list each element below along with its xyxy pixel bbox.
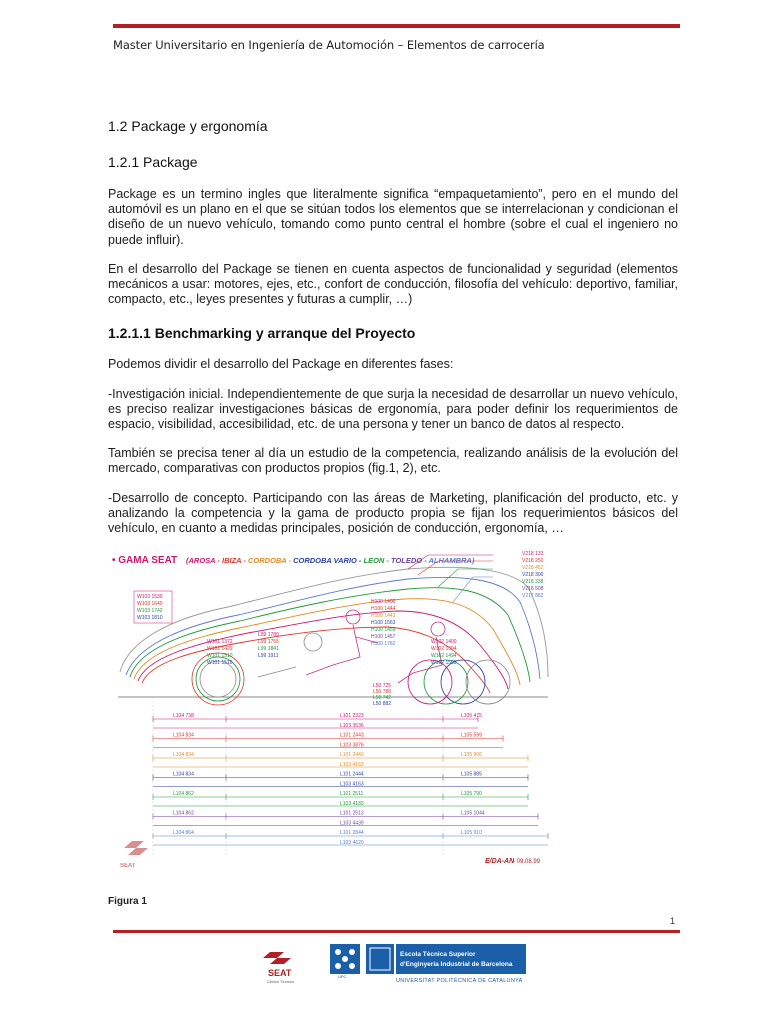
document-body (108, 118, 678, 550)
header-rule (113, 24, 680, 28)
wheelbase-label: L101 2443 (340, 752, 364, 758)
w101-label: W101 1429 (207, 646, 233, 652)
school-logo (366, 944, 526, 984)
seat-logo-icon (124, 841, 148, 855)
h100-label: H100 1443 (371, 613, 396, 619)
section-heading: 1.2 Package y ergonomía (108, 118, 268, 134)
front-overhang-label: L104 862 (173, 810, 194, 817)
rear-overhang-label: L105 599 (461, 732, 482, 739)
rear-overhang-label: L105 1044 (461, 810, 485, 817)
wheelbase-label: L101 2511 (340, 791, 364, 797)
dimension-rows (153, 697, 548, 855)
w101-label: W101 1510 (207, 660, 233, 666)
model-name: AROSA - (188, 556, 222, 565)
university-name: UNIVERSITAT POLITÈCNICA DE CATALUNYA (396, 978, 523, 984)
model-name: IBIZA - (221, 556, 248, 565)
paragraph-concept: -Desarrollo de concepto. Participando con las áreas de Marketing, planificación del producto, etc. y analizando la competencia y la gama de producto propia se fijan los requerimientos básicos del vehículo, en cuanto a medidas principales, posición de conducción, ergonomía, … (108, 490, 678, 536)
l50-label: L50 780 (373, 689, 392, 695)
overall-length-label: L103 4183 (340, 801, 364, 807)
rear-overhang-label: L105 906 (461, 752, 482, 758)
wheelbase-label: L101 2844 (340, 830, 364, 836)
w103-label: W103 1742 (137, 608, 163, 614)
w103-label: W103 1810 (137, 615, 163, 621)
paragraph-phases: Podemos dividir el desarrollo del Package en diferentes fases: (108, 357, 454, 372)
footer-rule (113, 930, 680, 933)
wheelbase-label: L101 2444 (340, 771, 364, 778)
v218-label: V217 882 (522, 593, 544, 599)
v218-label: V218 300 (522, 572, 544, 578)
w102-label: W102 1494 (431, 653, 457, 659)
front-overhang-label: L104 862 (173, 791, 194, 797)
w103-label: W103 1640 (137, 601, 163, 607)
overall-length-label: L103 4163 (340, 781, 364, 788)
rear-overhang-label: L105 475 (461, 713, 482, 719)
h100-label: H100 1457 (371, 634, 396, 640)
wheelbase-label: L101 2513 (340, 810, 364, 817)
l99-label: L99 1755 (258, 639, 279, 645)
car-outlines (118, 555, 548, 697)
paragraph-competition: También se precisa tener al día un estudio de la competencia, realizando análisis de la evolución del mercado, comparativas con productos propios (fig.1, 2), etc. (108, 446, 678, 476)
drawing-date: - 09.08.99 (513, 859, 541, 865)
model-name: LEON - (363, 556, 392, 565)
l50-label: L50 882 (373, 701, 392, 707)
front-overhang-label: L104 738 (173, 713, 194, 719)
overall-length-label: L103 4163 (340, 762, 364, 768)
v218-label: V218 338 (522, 579, 544, 585)
page-number: 1 (670, 916, 676, 926)
l50-label: L50 742 (373, 695, 392, 701)
w102-label: W102 1505 (431, 660, 457, 666)
w103-label: W103 1539 (137, 594, 163, 600)
paragraph-package-definition: Package es un termino ingles que literalmente significa “empaquetamiento”, pero en el mundo del automóvil es un plano en el que se sitúan todos los elementos que se interrelacionan y condicionan el diseño de un nuevo vehículo, tomando como punto central el hombre (sobre el cual el ingeniero no puede influir). (108, 187, 678, 247)
package-drawing (108, 547, 570, 872)
subsubsection-heading: 1.2.1.1 Benchmarking y arranque del Proyecto (108, 325, 416, 342)
figure-title: • GAMA SEAT (112, 555, 178, 566)
seat-logo-text: SEAT (268, 968, 292, 978)
wheelbase-label: L101 2443 (340, 732, 364, 739)
rear-overhang-label: L105 910 (461, 830, 482, 836)
l99-label: L99 1780 (258, 632, 279, 638)
drawing-code: E/DA-AN (485, 858, 515, 865)
h100-label: H100 1563 (371, 620, 396, 626)
school-line1: Escola Tècnica Superior (400, 951, 476, 958)
wheelbase-label: L101 2323 (340, 713, 364, 719)
front-overhang-label: L104 834 (173, 752, 194, 758)
model-name: TOLEDO - (391, 556, 429, 565)
h100-label: H100 1444 (371, 606, 396, 612)
h100-label: H100 1459 (371, 627, 396, 633)
overall-length-label: L103 4439 (340, 820, 364, 827)
v218-label: V218 250 (522, 558, 544, 564)
v218-label: V218 133 (522, 551, 544, 557)
model-list: (AROSA - IBIZA - CORDOBA - CORDOBA VARIO - LEON - TOLEDO - ALHAMBRA) (186, 556, 475, 565)
w102-label: W102 1400 (431, 639, 457, 645)
seat-label: SEAT (120, 863, 136, 869)
h100-label: H100 1400 (371, 599, 396, 605)
model-name: CORDOBA VARIO - (293, 556, 364, 565)
paragraph-initial-research: -Investigación inicial. Independientemente de que surja la necesidad de desarrollar un nuevo vehículo, es preciso realizar investigaciones básicas de ergonomía, para poder definir los requerimientos de espacio, visibilidad, accesibilidad, etc. de una persona y tener un banco de datos al respecto. (108, 386, 678, 432)
school-line2: d'Enginyeria Industrial de Barcelona (400, 961, 513, 968)
running-header: Master Universitario en Ingeniería de Automoción – Elementos de carrocería (113, 38, 545, 52)
w101-label: W101 1372 (207, 639, 233, 645)
l50-label: L50 725 (373, 683, 392, 689)
overall-length-label: L103 4620 (340, 840, 364, 846)
l99-label: L99 1911 (258, 653, 279, 659)
subsection-heading: 1.2.1 Package (108, 154, 198, 170)
l99-label: L99 1841 (258, 646, 279, 652)
model-name: CORDOBA - (247, 556, 294, 565)
h100-label: H100 1782 (371, 641, 396, 647)
upc-logo (330, 944, 360, 979)
seat-logo-sub: Centro Técnico (267, 979, 295, 984)
w102-label: W102 1394 (431, 646, 457, 652)
v218-label: V218 452 (522, 565, 544, 571)
front-overhang-label: L104 834 (173, 732, 194, 739)
figure-seat-range-package (108, 547, 570, 872)
footer-logos (0, 938, 768, 1024)
rear-overhang-label: L105 885 (461, 771, 482, 778)
figure-caption: Figura 1 (108, 896, 147, 907)
v218-label: V218 508 (522, 586, 544, 592)
front-overhang-label: L104 864 (173, 830, 194, 836)
occupant-manikins (258, 610, 445, 683)
front-overhang-label: L104 834 (173, 771, 194, 778)
seat-logo (263, 952, 295, 984)
rear-overhang-label: L105 790 (461, 791, 482, 797)
w101-label: W101 1510 (207, 653, 233, 659)
paragraph-package-development: En el desarrollo del Package se tienen en cuenta aspectos de funcionalidad y seguridad (elementos mecánicos a usar: motores, ejes, etc., confort de conducción, filosofía del vehículo: deportivo, familiar, compacto, etc., leyes presentes y futuras a cumplir, …) (108, 261, 678, 307)
overall-length-label: L103 3536 (340, 723, 364, 729)
model-name: ALHAMBRA (428, 556, 472, 565)
upc-text: UPC (338, 974, 347, 979)
overall-length-label: L103 3876 (340, 742, 364, 749)
